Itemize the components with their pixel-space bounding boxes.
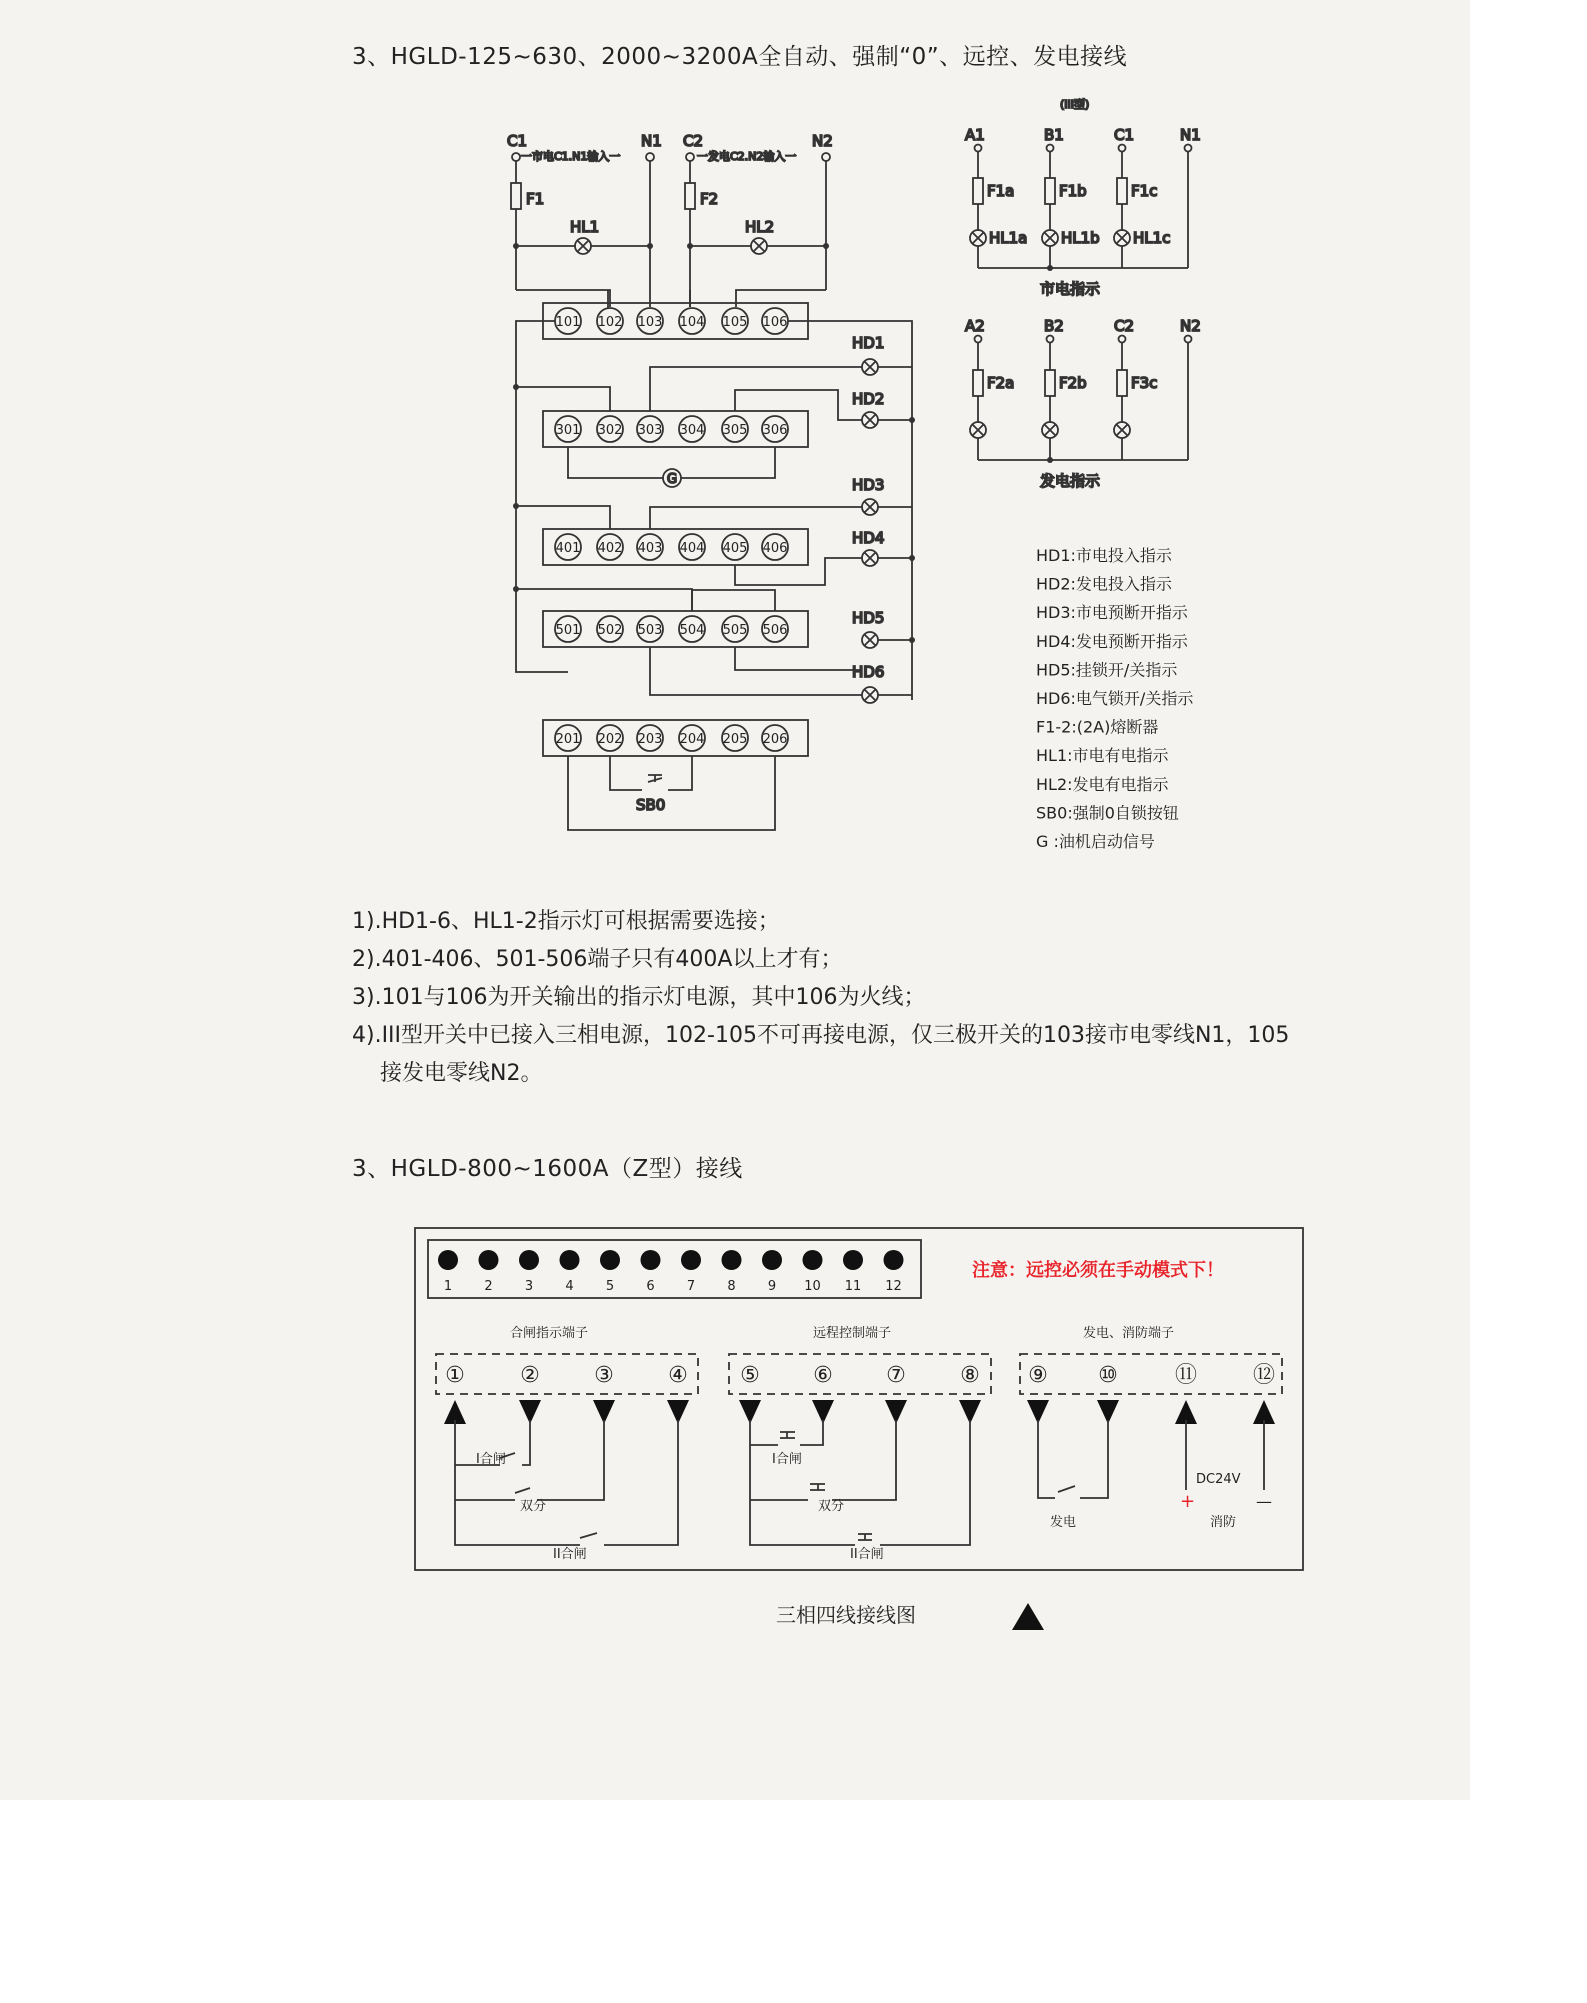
legend-item: HD6:电气锁开/关指示 <box>1036 689 1194 708</box>
pin-dot <box>519 1250 539 1270</box>
label-f2a: F2a <box>987 374 1015 392</box>
terminal-label-303: 303 <box>637 423 663 438</box>
label-f2: F2 <box>700 190 719 208</box>
mains-indicator <box>965 126 1201 298</box>
terminal-label-503: 503 <box>637 623 663 638</box>
terminal-label-204: 204 <box>679 732 705 747</box>
pin-dot <box>884 1250 904 1270</box>
pin-number: 9 <box>767 1279 777 1294</box>
label-hd6: HD6 <box>852 663 885 681</box>
label-c2b: C2 <box>1114 317 1135 335</box>
legend-item: HD3:市电预断开指示 <box>1036 603 1188 623</box>
terminal-label-201: 201 <box>555 732 581 747</box>
legend <box>1036 546 1194 851</box>
terminal-label-404: 404 <box>679 541 705 556</box>
pin-dot <box>681 1250 701 1270</box>
gen-label: 发电 <box>1050 1515 1077 1530</box>
terminal-symbol: ⑤ <box>740 1363 760 1388</box>
label-n2: N2 <box>812 132 833 150</box>
legend-item: HD4:发电预断开指示 <box>1036 631 1188 651</box>
note-3: 3).101与106为开关输出的指示灯电源，其中106为火线； <box>352 985 926 1010</box>
fire-label: 消防 <box>1210 1515 1237 1530</box>
pin-dot <box>600 1250 620 1270</box>
triangle-marker-icon <box>1012 1603 1044 1630</box>
plus-label: + <box>1180 1491 1196 1512</box>
terminal-label-202: 202 <box>597 732 623 747</box>
switch-label-4: I合闸 <box>772 1452 802 1467</box>
legend-item: HD1:市电投入指示 <box>1036 546 1172 565</box>
pin-dot <box>560 1250 580 1270</box>
label-b1: B1 <box>1044 126 1064 144</box>
pin-dot <box>438 1250 458 1270</box>
group-label-1: 合闸指示端子 <box>510 1326 589 1341</box>
terminal-symbol: ④ <box>668 1363 688 1388</box>
label-hd5: HD5 <box>852 609 885 627</box>
pin-dot <box>722 1250 742 1270</box>
wiring-diagram-2 <box>0 1220 1470 1680</box>
label-hd2: HD2 <box>852 390 885 408</box>
pin-dot <box>479 1250 499 1270</box>
pin-dot <box>762 1250 782 1270</box>
terminal-symbol: ③ <box>594 1363 614 1388</box>
label-gen-input: 一发电C2.N2输入一 <box>697 150 797 163</box>
note-2: 2).401-406、501-506端子只有400A以上才有； <box>352 947 843 972</box>
terminal-label-101: 101 <box>555 315 581 330</box>
terminal-label-505: 505 <box>722 623 748 638</box>
legend-item: SB0:强制0自锁按钮 <box>1036 803 1179 823</box>
pin-number: 4 <box>565 1279 574 1294</box>
terminal-symbol: ⑧ <box>960 1363 980 1388</box>
pin-number: 10 <box>804 1279 821 1294</box>
label-f1a: F1a <box>987 182 1015 200</box>
note-1: 1).HD1-6、HL1-2指示灯可根据需要选接； <box>352 909 780 934</box>
label-mains-input: 一市电C1.N1输入一 <box>521 150 621 163</box>
label-c2: C2 <box>683 132 704 150</box>
pin-number: 5 <box>605 1279 615 1294</box>
terminal-symbol: ⑫ <box>1252 1363 1276 1388</box>
label-f1: F1 <box>526 190 545 208</box>
dc-label: DC24V <box>1196 1472 1241 1487</box>
group-label-2: 远程控制端子 <box>813 1326 892 1341</box>
label-hl1a: HL1a <box>989 229 1028 247</box>
terminal-label-106: 106 <box>762 315 788 330</box>
pin-number: 3 <box>524 1279 534 1294</box>
terminal-label-105: 105 <box>722 315 748 330</box>
terminal-label-102: 102 <box>597 315 623 330</box>
terminal-label-402: 402 <box>597 541 623 556</box>
gen-indicator <box>965 317 1201 490</box>
section2-heading: 3、HGLD-800~1600A（Z型）接线 <box>352 1156 743 1182</box>
section1-heading: 3、HGLD-125~630、2000~3200A全自动、强制“0”、远控、发电接线 <box>352 44 1128 70</box>
label-n1b: N1 <box>1180 126 1201 144</box>
label-f2b: F2b <box>1059 374 1087 392</box>
terminal-label-501: 501 <box>555 623 581 638</box>
pin-number: 2 <box>484 1279 493 1294</box>
legend-item: G :油机启动信号 <box>1036 832 1155 851</box>
label-mains-caption: 市电指示 <box>1040 280 1101 298</box>
terminal-label-506: 506 <box>762 623 788 638</box>
label-gen-caption: 发电指示 <box>1040 472 1101 490</box>
label-n2b: N2 <box>1180 317 1201 335</box>
label-a1: A1 <box>965 126 985 144</box>
label-f1c: F1c <box>1131 182 1158 200</box>
terminal-label-502: 502 <box>597 623 623 638</box>
pin-number: 12 <box>885 1279 902 1294</box>
note-4-cont: 接发电零线N2。 <box>380 1061 543 1086</box>
terminal-label-304: 304 <box>679 423 705 438</box>
label-sb0: SB0 <box>636 796 666 814</box>
label-hl2: HL2 <box>745 218 775 236</box>
terminal-label-104: 104 <box>679 315 705 330</box>
diagram-caption: 三相四线接线图 <box>776 1603 916 1627</box>
terminal-symbol: ⑩ <box>1098 1363 1118 1388</box>
terminal-label-403: 403 <box>637 541 663 556</box>
pin-dot <box>843 1250 863 1270</box>
switch-label-1: I合闸 <box>476 1452 506 1467</box>
label-type-iii: (III型) <box>1060 98 1090 111</box>
pin-number: 6 <box>646 1279 655 1294</box>
terminal-label-306: 306 <box>762 423 788 438</box>
terminal-label-301: 301 <box>555 423 581 438</box>
terminal-label-504: 504 <box>679 623 705 638</box>
terminal-symbol: ② <box>520 1363 540 1388</box>
legend-item: HD5:挂锁开/关指示 <box>1036 660 1178 680</box>
warning-text: 注意：远控必须在手动模式下！ <box>972 1260 1224 1281</box>
terminal-label-305: 305 <box>722 423 748 438</box>
label-hd4: HD4 <box>852 529 885 547</box>
pin-number: 8 <box>727 1279 736 1294</box>
label-b2: B2 <box>1044 317 1064 335</box>
minus-label: — <box>1256 1492 1272 1511</box>
terminal-label-302: 302 <box>597 423 623 438</box>
switch-label-5: 双分 <box>818 1499 845 1514</box>
terminal-symbol: ⑦ <box>886 1363 906 1388</box>
terminal-symbol: ⑥ <box>813 1363 833 1388</box>
label-g: G <box>667 472 678 487</box>
terminal-label-103: 103 <box>637 315 663 330</box>
legend-item: HL2:发电有电指示 <box>1036 774 1169 794</box>
terminal-symbol: ① <box>445 1363 465 1388</box>
terminal-label-205: 205 <box>722 732 748 747</box>
label-f1b: F1b <box>1059 182 1087 200</box>
label-n1: N1 <box>641 132 662 150</box>
terminal-label-406: 406 <box>762 541 788 556</box>
legend-item: HD2:发电投入指示 <box>1036 574 1172 594</box>
label-a2: A2 <box>965 317 985 335</box>
label-hl1c: HL1c <box>1133 229 1171 247</box>
switch-label-6: II合闸 <box>850 1547 884 1562</box>
label-c1: C1 <box>507 132 528 150</box>
label-hl1: HL1 <box>570 218 600 236</box>
label-c1b: C1 <box>1114 126 1135 144</box>
pin-number: 7 <box>686 1279 696 1294</box>
note-4: 4).III型开关中已接入三相电源，102-105不可再接电源，仅三极开关的103接市电零线N1，105 <box>352 1023 1290 1048</box>
pin-dot <box>803 1250 823 1270</box>
label-f3c: F3c <box>1131 374 1158 392</box>
terminal-label-203: 203 <box>637 732 663 747</box>
label-hd3: HD3 <box>852 476 885 494</box>
terminal-symbol: ⑨ <box>1028 1363 1048 1388</box>
legend-item: F1-2:(2A)熔断器 <box>1036 717 1159 737</box>
pin-number: 1 <box>443 1279 453 1294</box>
terminal-label-405: 405 <box>722 541 748 556</box>
switch-label-3: II合闸 <box>553 1547 587 1562</box>
terminal-label-401: 401 <box>555 541 581 556</box>
terminal-symbol: ⑪ <box>1174 1363 1198 1388</box>
wiring-diagram-1 <box>0 0 1470 860</box>
label-hd1: HD1 <box>852 334 885 352</box>
label-hl1b: HL1b <box>1061 229 1100 247</box>
pin-number: 11 <box>844 1279 862 1294</box>
switch-label-2: 双分 <box>520 1499 547 1514</box>
terminal-label-206: 206 <box>762 732 788 747</box>
legend-item: HL1:市电有电指示 <box>1036 746 1169 766</box>
pin-dot <box>641 1250 661 1270</box>
group-label-3: 发电、消防端子 <box>1083 1326 1175 1341</box>
